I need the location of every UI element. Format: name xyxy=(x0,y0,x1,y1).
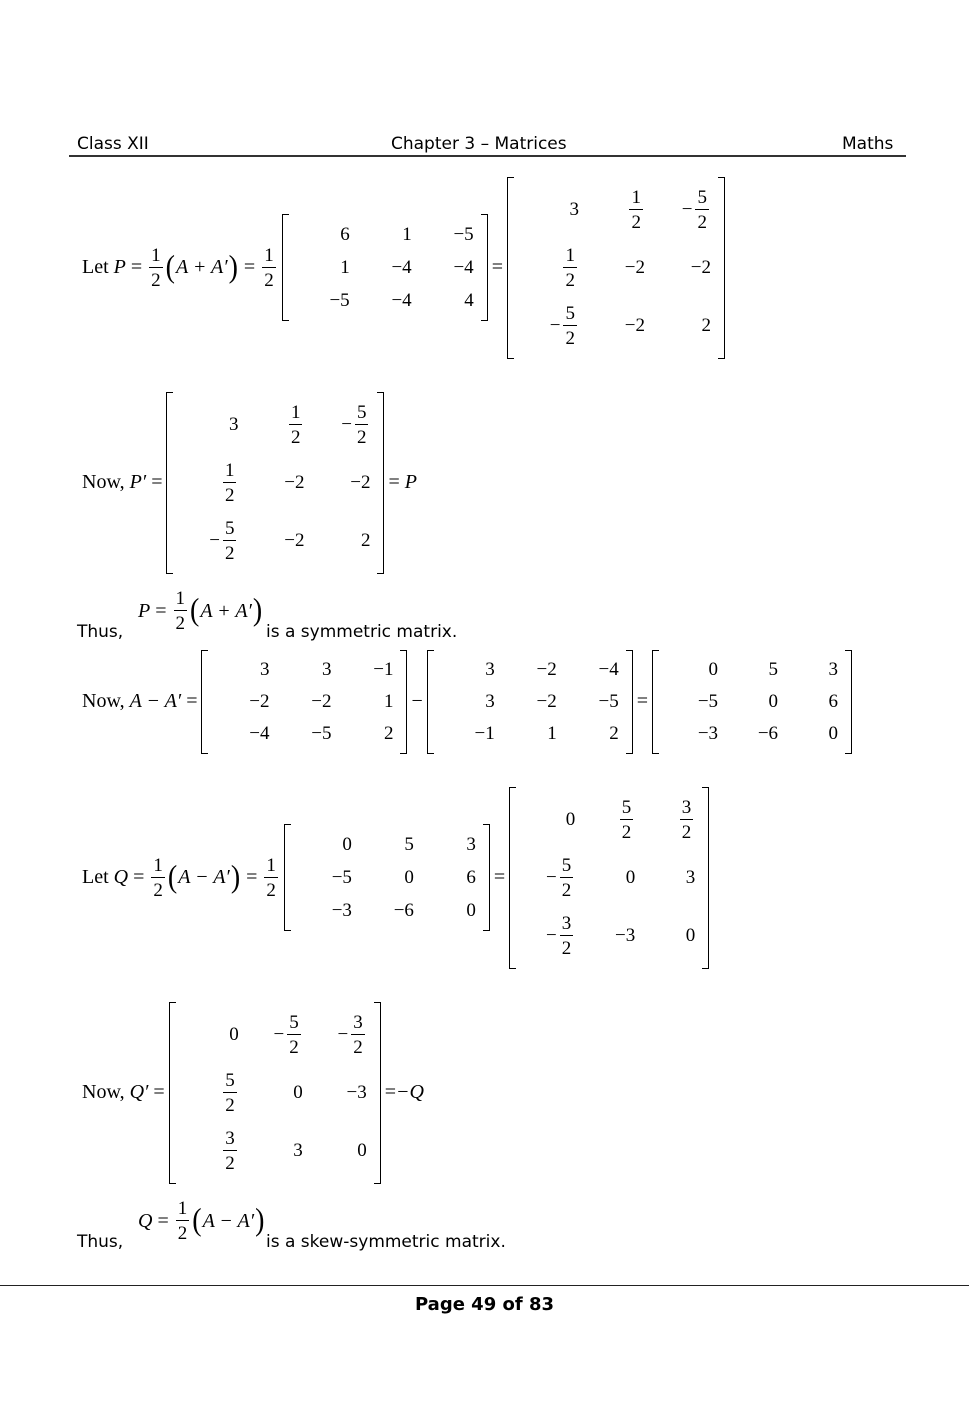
eq-prefix: Let xyxy=(82,866,109,888)
formula-p: P = $\frac{1}{2}$ ( A + A′ ) xyxy=(138,588,263,634)
matrix-cell: 2 xyxy=(701,314,711,336)
header-divider xyxy=(69,155,906,157)
equation-q-definition: Let Q = $\frac{1}{2}$ ( A − A′ ) = $\frac{1}{2}$ 0 5 3 −5 0 6 −3 −6 0 = 0 $\frac{5}{2}$ $\frac{3}{2}$ − $\frac{5}{2}$ 0 3 − $\frac{3}{2}$ −3 0 xyxy=(82,790,713,965)
matrix-cell: −1 xyxy=(373,658,394,680)
matrix-cell: 1 xyxy=(383,690,394,712)
matrix-cell: 2 xyxy=(360,529,371,551)
header-class: Class XII xyxy=(77,134,149,154)
eq-lhs: A − A′ xyxy=(129,690,182,712)
matrix-cell: −4 xyxy=(391,256,412,278)
matrix-cell: $\frac{1}{2}$ xyxy=(224,459,235,506)
matrix-cell: −2 xyxy=(536,690,557,712)
matrix-cell: −2 xyxy=(350,471,371,493)
matrix-cell: −3 xyxy=(697,722,719,744)
matrix-cell: − $\frac{5}{2}$ xyxy=(341,401,367,448)
matrix-cell: 3 xyxy=(293,1139,303,1161)
matrix-cell: −2 xyxy=(284,529,305,551)
matrix-cell: 6 xyxy=(466,866,476,888)
eq-rhs: P xyxy=(404,471,417,493)
matrix-p xyxy=(507,177,725,359)
matrix-cell: −4 xyxy=(453,256,474,278)
matrix-cell: $\frac{1}{2}$ xyxy=(290,401,301,448)
matrix-cell: $\frac{3}{2}$ xyxy=(681,796,692,843)
matrix-cell: $\frac{1}{2}$ xyxy=(565,244,575,291)
header-chapter: Chapter 3 – Matrices xyxy=(391,134,567,154)
matrix-a xyxy=(201,650,407,754)
matrix-cell: − $\frac{5}{2}$ xyxy=(681,186,707,233)
matrix-cell: −5 xyxy=(598,690,619,712)
matrix-cell: 0 xyxy=(293,1081,303,1103)
matrix-cell: 0 xyxy=(685,924,696,946)
matrix-cell: 0 xyxy=(565,808,576,830)
matrix-cell: −5 xyxy=(331,866,352,888)
matrix-cell: − $\frac{5}{2}$ xyxy=(545,854,572,901)
matrix-cell: 0 xyxy=(342,833,352,855)
matrix-cell: 0 xyxy=(357,1139,367,1161)
matrix-cell: −3 xyxy=(331,899,352,921)
matrix-difference xyxy=(652,650,852,754)
equation-p-transpose: Now, P′ = 3 $\frac{1}{2}$ − $\frac{5}{2}$ $\frac{1}{2}$ −2 −2 − $\frac{5}{2}$ −2 2 = P xyxy=(82,395,417,570)
matrix-cell: −6 xyxy=(757,722,779,744)
matrix-cell: −2 xyxy=(311,690,332,712)
matrix-cell: −2 xyxy=(624,256,645,278)
page-number: Page 49 of 83 xyxy=(414,1294,555,1315)
matrix-cell: 3 xyxy=(228,413,239,435)
matrix-q xyxy=(509,787,709,969)
matrix-cell: $\frac{1}{2}$ xyxy=(631,186,641,233)
matrix-p-transpose xyxy=(166,392,384,574)
matrix-cell: − $\frac{5}{2}$ xyxy=(273,1011,299,1058)
fraction-half: $\frac{1}{2}$ xyxy=(151,244,161,291)
matrix-cell: − $\frac{5}{2}$ xyxy=(549,302,575,349)
matrix-cell: 0 xyxy=(768,690,779,712)
matrix-cell: 1 xyxy=(547,722,557,744)
matrix-cell: 1 xyxy=(340,256,350,278)
eq-prefix: Now, xyxy=(82,690,125,712)
matrix-cell: −5 xyxy=(311,722,332,744)
matrix-cell: −1 xyxy=(474,722,495,744)
matrix-cell: 0 xyxy=(625,866,636,888)
equation-p-definition: Let P = $\frac{1}{2}$ ( A + A′ ) = $\frac{1}{2}$ 6 1 −5 1 −4 −4 −5 −4 4 = 3 $\frac{1}{2}$ − $\frac{5}{2}$ $\frac{1}{2}$ −2 −2 − $\frac{5}{2}$ −2 2 xyxy=(82,180,729,355)
matrix-q-transpose xyxy=(169,1002,381,1184)
matrix-cell: 1 xyxy=(402,223,412,245)
conclusion-lead: Thus, xyxy=(77,622,124,642)
matrix-cell: −5 xyxy=(453,223,474,245)
matrix-cell: 3 xyxy=(466,833,476,855)
matrix-cell: −6 xyxy=(393,899,414,921)
matrix-cell: −2 xyxy=(690,256,711,278)
matrix-cell: 3 xyxy=(485,658,495,680)
matrix-cell: 3 xyxy=(485,690,495,712)
matrix-cell: 0 xyxy=(466,899,476,921)
matrix-cell: 2 xyxy=(383,722,394,744)
matrix-cell: 2 xyxy=(609,722,619,744)
matrix-cell: −5 xyxy=(329,289,350,311)
conclusion-lead: Thus, xyxy=(77,1232,124,1252)
matrix-cell: 0 xyxy=(828,722,839,744)
matrix-cell: 3 xyxy=(569,198,579,220)
matrix-cell: 5 xyxy=(768,658,779,680)
eq-var: Q xyxy=(113,866,129,888)
matrix-cell: $\frac{5}{2}$ xyxy=(621,796,632,843)
matrix-cell: 0 xyxy=(708,658,719,680)
header-subject: Maths xyxy=(842,134,894,154)
footer-divider xyxy=(0,1285,969,1286)
equation-q-transpose: Now, Q′ = 0 − $\frac{5}{2}$ − $\frac{3}{2}$ $\frac{5}{2}$ 0 −3 $\frac{3}{2}$ 3 0 = −Q xyxy=(82,1005,424,1180)
formula-q: Q = $\frac{1}{2}$ ( A − A′ ) xyxy=(138,1198,265,1244)
matrix-cell: −2 xyxy=(284,471,305,493)
matrix-cell: −4 xyxy=(249,722,270,744)
eq-prefix: Now, xyxy=(82,471,125,493)
matrix-cell: 3 xyxy=(321,658,332,680)
matrix-cell: −4 xyxy=(391,289,412,311)
matrix-cell: $\frac{5}{2}$ xyxy=(225,1069,235,1116)
matrix-sum xyxy=(282,214,488,321)
matrix-cell: 6 xyxy=(828,690,839,712)
eq-rhs: −Q xyxy=(395,1081,424,1103)
matrix-cell: 3 xyxy=(259,658,270,680)
matrix-cell: −3 xyxy=(346,1081,367,1103)
matrix-cell: 6 xyxy=(340,223,350,245)
matrix-cell: − $\frac{3}{2}$ xyxy=(545,912,572,959)
eq-prefix: Now, xyxy=(82,1081,125,1103)
matrix-cell: −3 xyxy=(614,924,636,946)
matrix-cell: −5 xyxy=(697,690,719,712)
conclusion-text: is a symmetric matrix. xyxy=(266,622,458,642)
conclusion-text: is a skew-symmetric matrix. xyxy=(266,1232,506,1252)
fraction-half: $\frac{1}{2}$ xyxy=(264,244,274,291)
equation-a-minus-a-transpose: Now, A − A′ = 3 3 −1 −2 −2 1 −4 −5 2 − 3 −2 −4 3 −2 −5 −1 1 2 = 0 5 3 −5 0 6 −3 −6 0 xyxy=(82,653,856,750)
matrix-cell: −2 xyxy=(536,658,557,680)
matrix-cell: 3 xyxy=(685,866,696,888)
matrix-cell: 0 xyxy=(404,866,414,888)
eq-var: Q′ xyxy=(129,1081,149,1103)
matrix-diff xyxy=(284,824,490,931)
matrix-a-transpose xyxy=(427,650,633,754)
matrix-cell: 3 xyxy=(828,658,839,680)
matrix-cell: −4 xyxy=(598,658,619,680)
eq-var: P xyxy=(113,256,126,278)
matrix-cell: −2 xyxy=(249,690,270,712)
eq-expr: A − A′ xyxy=(178,866,230,888)
matrix-cell: 0 xyxy=(229,1023,239,1045)
matrix-cell: − $\frac{3}{2}$ xyxy=(337,1011,363,1058)
eq-var: P′ xyxy=(129,471,147,493)
matrix-cell: −2 xyxy=(624,314,645,336)
eq-expr: A + A′ xyxy=(175,256,228,278)
matrix-cell: 5 xyxy=(404,833,414,855)
eq-prefix: Let xyxy=(82,256,109,278)
matrix-cell: 4 xyxy=(464,289,474,311)
matrix-cell: $\frac{3}{2}$ xyxy=(225,1127,235,1174)
matrix-cell: − $\frac{5}{2}$ xyxy=(209,517,235,564)
